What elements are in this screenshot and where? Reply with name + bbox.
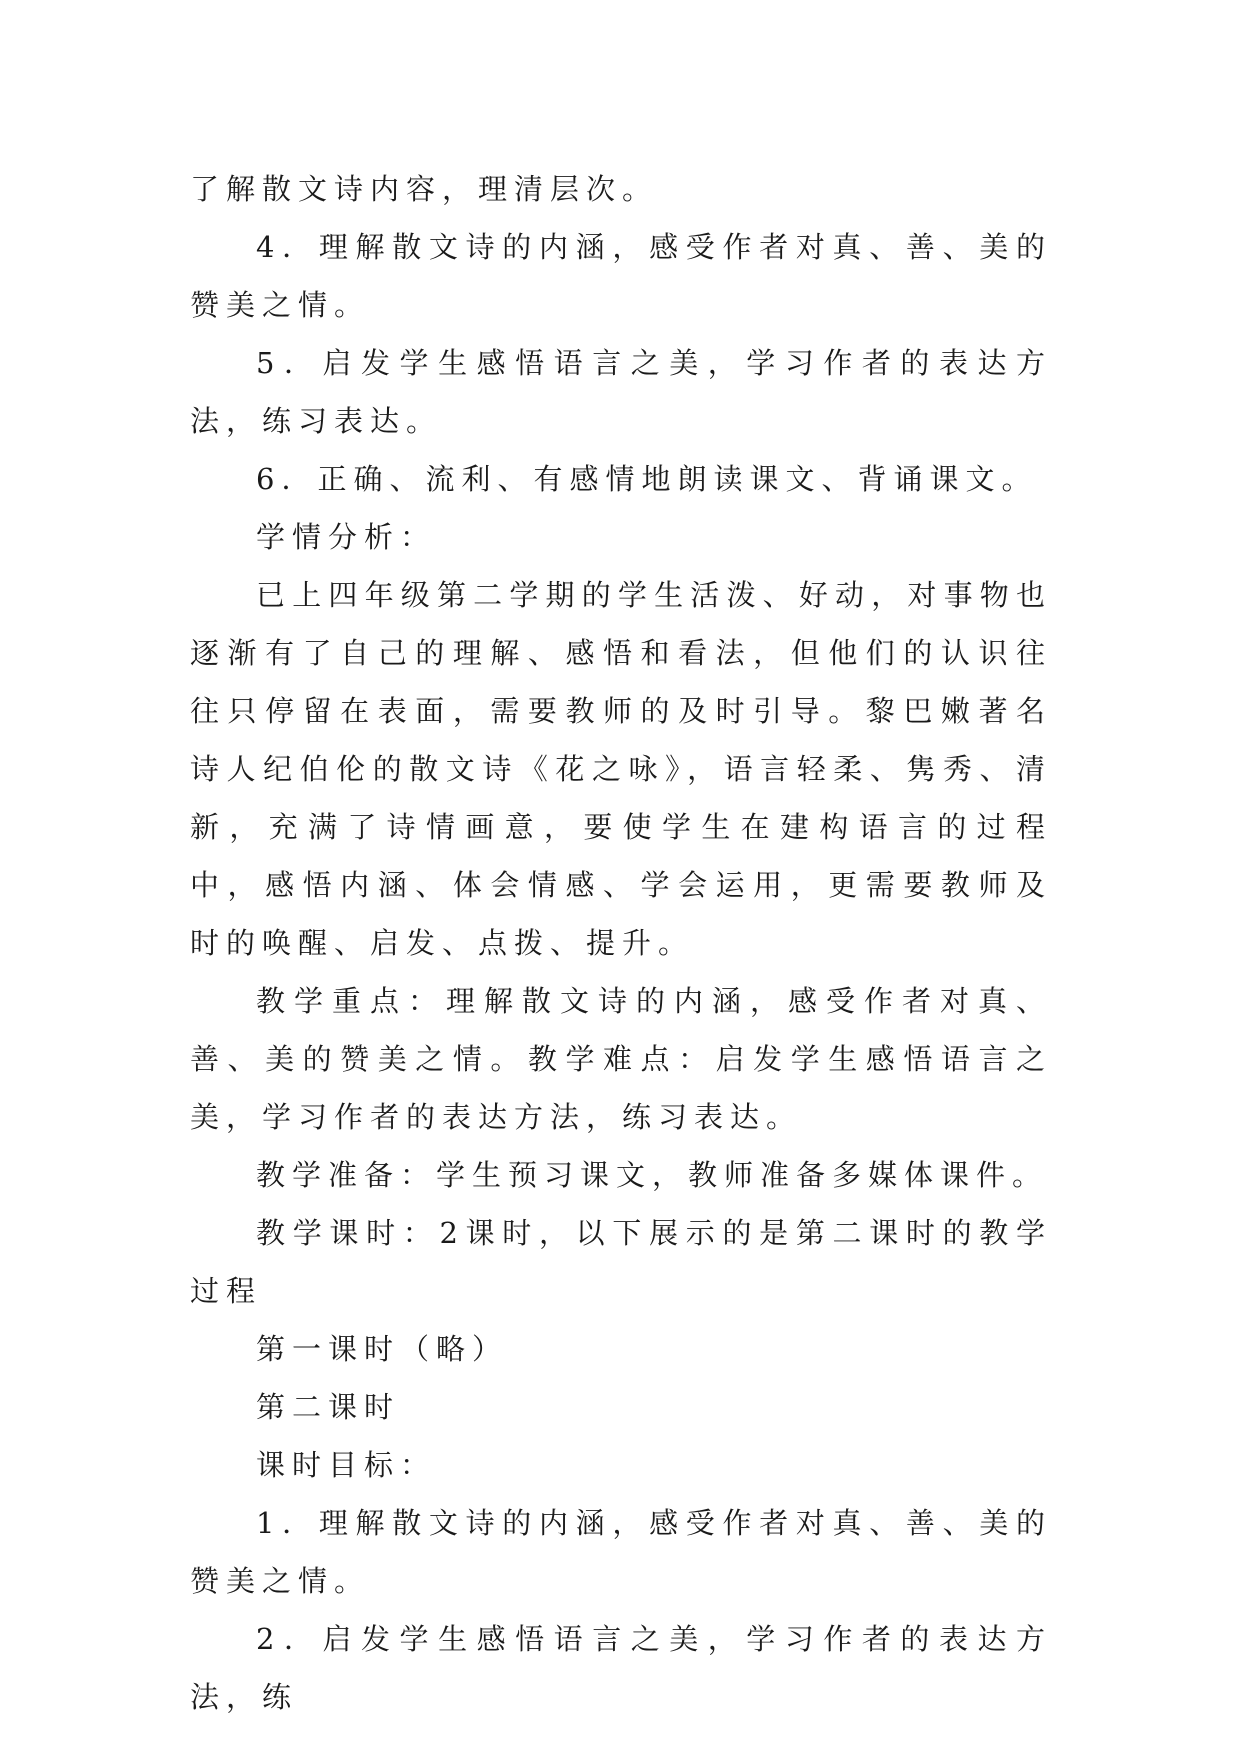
- paragraph-student-analysis: 已上四年级第二学期的学生活泼、好动，对事物也逐渐有了自己的理解、感悟和看法，但他们的认识往往只停留在表面，需要教师的及时引导。黎巴嫩著名诗人纪伯伦的散文诗《花之咏》，语言轻柔、隽秀、清新，充满了诗情画意，要使学生在建构语言的过程中，感悟内涵、体会情感、学会运用，更需要教师及时的唤醒、启发、点拨、提升。: [190, 578, 1052, 960]
- paragraph-key-points: 教学重点：理解散文诗的内涵，感受作者对真、善、美的赞美之情。教学难点：启发学生感悟语言之美，学习作者的表达方法，练习表达。: [190, 984, 1052, 1134]
- heading-student-analysis: 学情分析：: [256, 520, 437, 554]
- paragraph-goal-1: 1．理解散文诗的内涵，感受作者对真、善、美的赞美之情。: [190, 1506, 1052, 1598]
- paragraph-lesson-hours: 教学课时：2课时，以下展示的是第二课时的教学过程: [190, 1216, 1052, 1308]
- paragraph-4: 6．正确、流利、有感情地朗读课文、背诵课文。: [256, 462, 1038, 496]
- paragraph-goal-2: 2．启发学生感悟语言之美，学习作者的表达方法，练: [190, 1622, 1052, 1714]
- paragraph-2: 4．理解散文诗的内涵，感受作者对真、善、美的赞美之情。: [190, 230, 1052, 322]
- paragraph-preparation: 教学准备：学生预习课文，教师准备多媒体课件。: [256, 1158, 1049, 1192]
- heading-lesson-goals: 课时目标：: [256, 1448, 437, 1482]
- heading-second-lesson: 第二课时: [256, 1390, 401, 1424]
- document-body: [190, 160, 1052, 1726]
- paragraph-3: 5．启发学生感悟语言之美，学习作者的表达方法，练习表达。: [190, 346, 1052, 438]
- paragraph-1: 了解散文诗内容，理清层次。: [190, 172, 659, 206]
- heading-first-lesson: 第一课时（略）: [256, 1332, 509, 1366]
